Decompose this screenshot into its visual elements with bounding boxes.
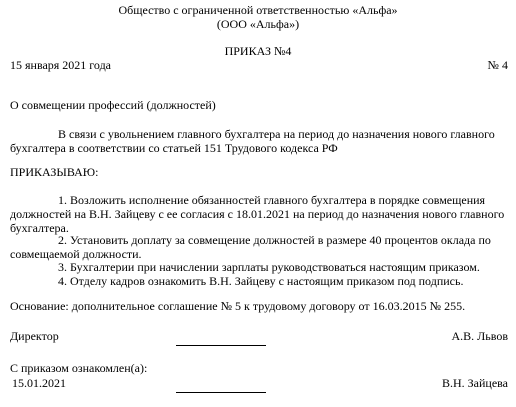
director-title: Директор (10, 329, 59, 343)
order-item: 1. Возложить исполнение обязанностей главного бухгалтера в порядке совмещения должностей на В.Н. Зайцеву с ее согласия с 18.01.2021 на период до назначения нового главного бухгалтера. (10, 193, 505, 235)
org-full-name: Общество с ограниченной ответственностью «Альфа» (118, 3, 398, 17)
director-name: А.В. Львов (451, 329, 508, 343)
org-short-name: (ООО «Альфа») (216, 17, 300, 31)
employee-name: В.Н. Зайцева (441, 376, 508, 390)
order-basis: Основание: дополнительное соглашение № 5 к трудовому договору от 16.03.2015 № 255. (10, 299, 466, 313)
acknowledged-label: С приказом ознакомлен(а): (10, 361, 148, 375)
order-preamble: В связи с увольнением главного бухгалтера на период до назначения нового главного бухгалтера в соответствии со статьей 151 Трудового кодекса РФ (10, 127, 495, 155)
order-number: № 4 (487, 58, 508, 72)
order-subject: О совмещении профессий (должностей) (10, 98, 216, 112)
order-item: 2. Установить доплату за совмещение должностей в размере 40 процентов оклада по совмещаемой должности. (10, 233, 491, 261)
order-title: ПРИКАЗ №4 (224, 44, 292, 58)
employee-signature-line (176, 392, 266, 393)
order-date: 15 января 2021 года (10, 58, 112, 72)
order-command: ПРИКАЗЫВАЮ: (10, 165, 99, 179)
director-signature-line (176, 345, 266, 346)
acknowledged-date: 15.01.2021 (12, 376, 66, 390)
order-item: 4. Отделу кадров ознакомить В.Н. Зайцеву с настоящим приказом под подпись. (58, 274, 464, 288)
order-item: 3. Бухгалтерии при начислении зарплаты руководствоваться настоящим приказом. (58, 260, 480, 274)
